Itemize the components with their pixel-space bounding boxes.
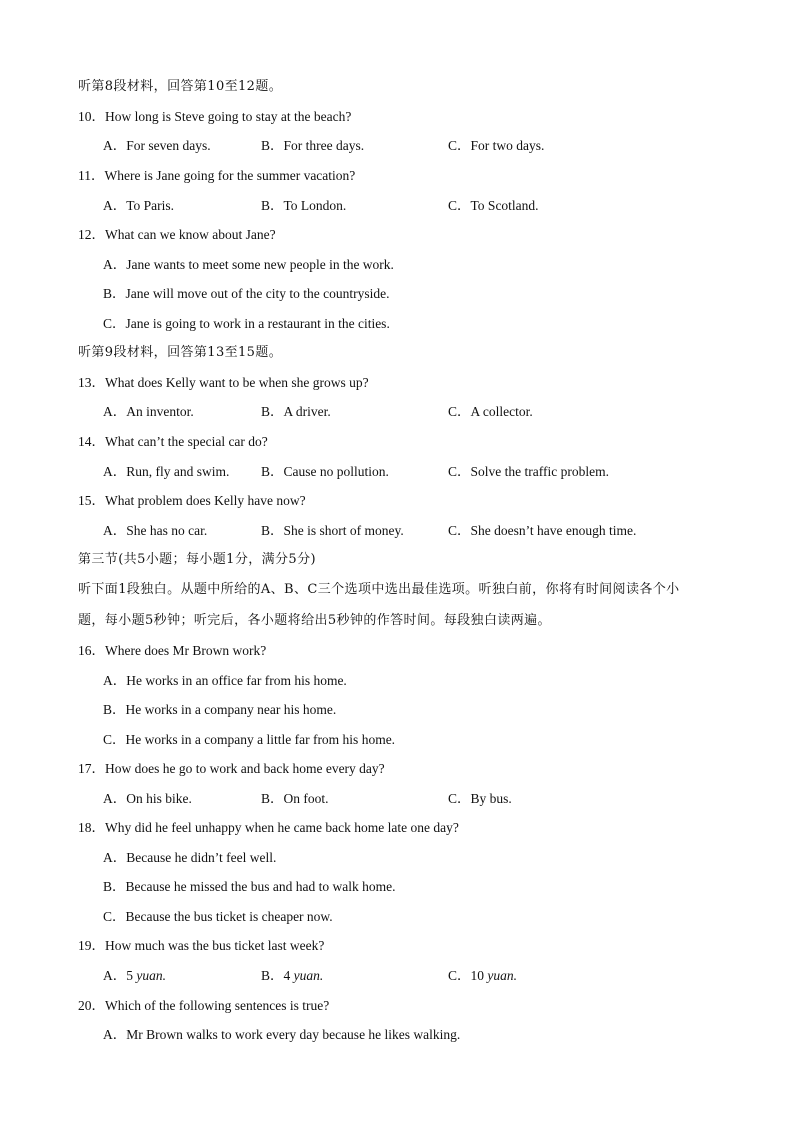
part-3-instructions-line-2: 题，每小题5秒钟；听完后，各小题将给出5秒钟的作答时间。每段独白读两遍。 <box>78 613 551 628</box>
option-b <box>261 967 323 985</box>
part-3-title: 第三节(共5小题；每小题1分，满分5分) <box>78 552 316 567</box>
question-14-stem: 14．What can’t the special car do? <box>78 434 268 449</box>
question-18-option-c: C．Because the bus ticket is cheaper now. <box>103 909 333 924</box>
part-3-instructions-line-1: 听下面1段独白。从题中所给的A、B、C三个选项中选出最佳选项。听独白前，你将有时间阅读各个小 <box>78 582 680 597</box>
option-c: C．A collector. <box>448 404 533 419</box>
question-19-stem: 19．How much was the bus ticket last week? <box>78 938 325 953</box>
option-c-unit: yuan. <box>487 968 518 983</box>
option-b: B．A driver. <box>261 404 331 419</box>
option-c: C．To Scotland. <box>448 198 539 213</box>
option-a-label: A．5 <box>103 968 137 983</box>
option-b: B．On foot. <box>261 791 329 806</box>
option-c: C．By bus. <box>448 791 512 806</box>
option-c: C．Solve the traffic problem. <box>448 464 609 479</box>
option-a <box>103 967 166 985</box>
option-c: C．She doesn’t have enough time. <box>448 523 637 538</box>
option-a-unit: yuan. <box>136 968 166 983</box>
question-17-stem: 17．How does he go to work and back home every day? <box>78 761 385 776</box>
question-18-option-a: A．Because he didn’t feel well. <box>103 850 277 865</box>
question-15-stem: 15．What problem does Kelly have now? <box>78 493 306 508</box>
question-16-stem: 16．Where does Mr Brown work? <box>78 643 267 658</box>
option-a: A．Run, fly and swim. <box>103 464 230 479</box>
option-b: B．She is short of money. <box>261 523 404 538</box>
option-b-unit: yuan. <box>293 968 324 983</box>
question-12-option-c: C．Jane is going to work in a restaurant in the cities. <box>103 316 390 331</box>
option-a: A．For seven days. <box>103 138 211 153</box>
option-b: B．To London. <box>261 198 347 213</box>
option-b: B．Cause no pollution. <box>261 464 389 479</box>
question-20-stem: 20．Which of the following sentences is true? <box>78 998 330 1013</box>
option-c-label: C．10 <box>448 968 488 983</box>
question-16-option-c: C．He works in a company a little far from his home. <box>103 732 396 747</box>
section-9-heading: 听第9段材料，回答第13至15题。 <box>78 345 283 360</box>
option-a: A．She has no car. <box>103 523 208 538</box>
option-b-label: B．4 <box>261 968 294 983</box>
option-b: B．For three days. <box>261 138 365 153</box>
question-16-option-a: A．He works in an office far from his home. <box>103 673 347 688</box>
question-12-stem: 12．What can we know about Jane? <box>78 227 276 242</box>
question-13-stem: 13．What does Kelly want to be when she grows up? <box>78 375 369 390</box>
question-16-option-b: B．He works in a company near his home. <box>103 702 337 717</box>
question-12-option-b: B．Jane will move out of the city to the countryside. <box>103 286 390 301</box>
question-20-option-a: A．Mr Brown walks to work every day because he likes walking. <box>103 1027 461 1042</box>
question-18-option-b: B．Because he missed the bus and had to walk home. <box>103 879 396 894</box>
option-a: A．To Paris. <box>103 198 175 213</box>
question-18-stem: 18．Why did he feel unhappy when he came back home late one day? <box>78 820 459 835</box>
option-c: C．For two days. <box>448 138 545 153</box>
question-11-stem: 11．Where is Jane going for the summer vacation? <box>78 168 356 183</box>
option-a: A．On his bike. <box>103 791 192 806</box>
option-c <box>448 967 517 985</box>
option-a: A．An inventor. <box>103 404 194 419</box>
question-10-stem: 10．How long is Steve going to stay at the beach? <box>78 109 352 124</box>
question-12-option-a: A．Jane wants to meet some new people in the work. <box>103 257 394 272</box>
section-8-heading: 听第8段材料，回答第10至12题。 <box>78 79 283 94</box>
